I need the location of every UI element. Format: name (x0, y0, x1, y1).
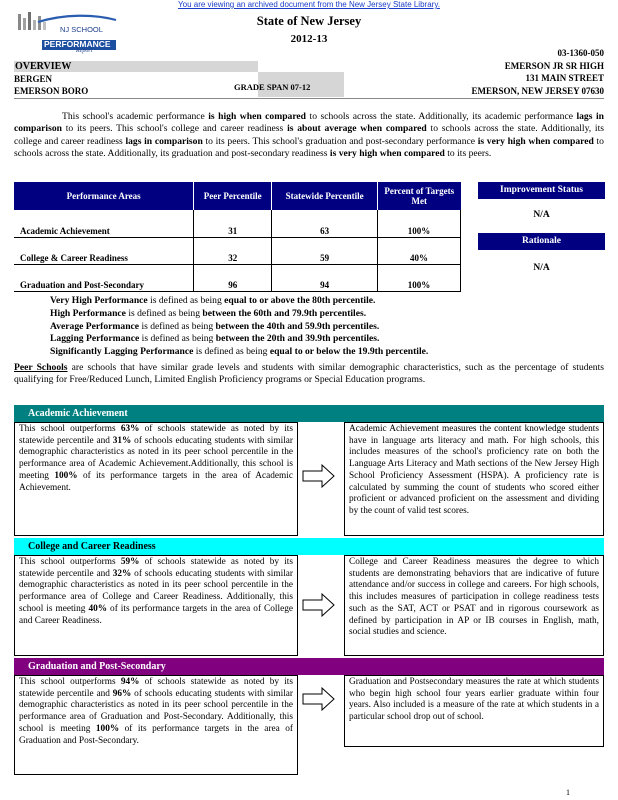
definition-line: High Performance is defined as being between the 60th and 79.9th percentiles. (50, 307, 367, 319)
section-detail-text-run: This school outperforms (19, 677, 121, 687)
peer-schools-term: Peer Schools (14, 362, 68, 373)
logo-line2: PERFORMANCE (44, 39, 111, 49)
school-city: EMERSON, NEW JERSEY 07630 (471, 86, 604, 96)
performance-table (14, 182, 461, 292)
grade-span: GRADE SPAN 07-12 (234, 82, 311, 92)
section-detail-text-run: 59% (120, 557, 140, 567)
section-detail-text-run: of schools statewide as noted by its statewide percentile and (19, 424, 293, 446)
rationale-value: N/A (533, 263, 550, 273)
section-detail-text-run: of its performance targets in the area of Academic Achievement. (19, 470, 293, 493)
summary-text-run: is very high when compared (477, 135, 594, 147)
row-state: 63 (272, 210, 378, 237)
page-title: State of New Jersey (256, 14, 362, 28)
section-detail-text-run: of schools statewide as noted by its statewide percentile and (19, 557, 293, 579)
summary-text-run: lags in comparison (14, 111, 604, 135)
summary-text-run: to schools across the state. Additionally, its graduation and post-secondary readiness (14, 135, 604, 159)
row-state: 59 (272, 237, 378, 264)
summary-text-run: is high when compared (208, 111, 307, 122)
section-detail-text-run: of schools educating students with similar demographic characteristics as noted in its peer school percentile in the performance area of Academic Achievement.Additionally, this school is meeting (19, 435, 294, 481)
section-detail-text-run: 96% (112, 688, 132, 699)
section-header-graduation-post-secondary: Graduation and Post-Secondary (14, 658, 604, 675)
row-targets: 100% (378, 264, 461, 291)
improvement-status-value: N/A (533, 210, 550, 220)
school-year: 2012-13 (290, 33, 328, 45)
definition-line: Average Performance is defined as being between the 40th and 59.9th percentiles. (50, 320, 380, 332)
logo-line3: Report (76, 48, 93, 54)
section-detail-text-run: of schools educating students with similar demographic characteristics as noted in its peer school percentile in the performance area of Graduation and Post-Secondary. Additionally, this school is meeting (19, 688, 294, 734)
table-header-row (14, 182, 461, 210)
section-detail-text-run: 100% (54, 470, 78, 481)
header-divider (14, 98, 604, 99)
row-area: College & Career Readiness (14, 237, 194, 264)
section-detail-text-run: 100% (95, 723, 120, 734)
rationale-header: Rationale (478, 233, 605, 250)
summary-text-run: lags in comparison (125, 135, 203, 147)
archive-banner-link[interactable]: You are viewing an archived document from the New Jersey State Library. (178, 0, 440, 9)
college-career-readiness-description: College and Career Readiness measures the degree to which students are demonstrating behaviors that are indicative of future attendance and/or success in college and careers. For high schools, this includes measures of participation in college readiness tests such as the SAT, ACT or PSAT and in rigorous coursework as defined by participation in AP or IB courses in English, math, social studies and science. (344, 555, 604, 656)
right-arrow-icon (302, 463, 336, 489)
row-peer: 96 (194, 264, 272, 291)
improvement-status-header: Improvement Status (478, 182, 605, 199)
graduation-post-secondary-description: Graduation and Postsecondary measures the rate at which students who begin high school four years earlier graduate within four years. Also included is a measure of the rate at which students in a particular school drop out of school. (344, 675, 604, 747)
logo-line1: NJ SCHOOL (60, 25, 103, 34)
section-detail-text-run: of schools statewide as noted by its statewide percentile and (19, 677, 293, 699)
section-detail-text-run: 63% (120, 424, 140, 434)
row-targets: 100% (378, 210, 461, 237)
section-detail-text-run: 94% (120, 677, 140, 687)
right-arrow-icon (302, 686, 336, 712)
section-detail-text-run: This school outperforms (19, 557, 121, 567)
definition-line: Very High Performance is defined as being equal to or above the 80th percentile. (50, 295, 376, 306)
col-performance-areas: Performance Areas (14, 182, 194, 210)
summary-paragraph (14, 111, 604, 160)
row-area: Graduation and Post-Secondary (14, 264, 194, 291)
summary-text-run: to schools across the state. Additionally, its academic performance (306, 111, 577, 122)
section-detail-text-run: 31% (112, 435, 132, 446)
section-header-academic-achievement: Academic Achievement (14, 405, 604, 422)
summary-text-run: to its peers. (444, 147, 492, 159)
school-street: 131 MAIN STREET (525, 73, 604, 83)
col-peer-percentile: Peer Percentile (194, 182, 272, 210)
row-area: Academic Achievement (14, 210, 194, 237)
section-detail-text-run: of schools educating students with similar demographic characteristics as noted in its peer school percentile in the performance area of College and Career Readiness. Additionally, this school is meeting (19, 568, 294, 614)
row-peer: 32 (194, 237, 272, 264)
peer-schools-note (14, 362, 604, 387)
table-row (14, 264, 461, 291)
table-row (14, 237, 461, 264)
table-row (14, 210, 461, 237)
school-code: 03-1360-050 (557, 48, 604, 58)
academic-achievement-description: Academic Achievement measures the content knowledge students have in language arts literacy and math. For high schools, this includes measures of the school's proficiency rate on both the Language Arts Literacy and Math sections of the New Jersey High School Proficiency Assessment (HSPA). A proficiency rate is calculated by summing the count of students who scored either proficient or advanced proficient on the assessment and dividing by the count of valid test scores. (344, 422, 604, 536)
col-statewide-percentile: Statewide Percentile (272, 182, 378, 210)
performance-definitions (50, 295, 428, 359)
summary-text-run: is very high when compared (329, 147, 445, 159)
section-label: OVERVIEW (15, 61, 72, 72)
county-name: BERGEN (14, 74, 53, 84)
row-peer: 31 (194, 210, 272, 237)
definition-line: Significantly Lagging Performance is defined as being equal to or below the 19.9th percentile. (50, 346, 429, 358)
section-detail-text-run: of its performance targets in the area of Graduation and Post-Secondary. (19, 723, 293, 746)
college-career-readiness-detail (14, 555, 298, 656)
section-detail-text-run: 32% (112, 568, 132, 579)
school-name: EMERSON JR SR HIGH (504, 61, 604, 71)
page-number: 1 (566, 788, 570, 797)
row-state: 94 (272, 264, 378, 291)
section-header-college-career-readiness: College and Career Readiness (14, 538, 604, 555)
definition-line: Lagging Performance is defined as being between the 20th and 39.9th percentiles. (50, 333, 380, 345)
academic-achievement-detail (14, 422, 298, 536)
section-detail-text-run: of its performance targets in the area of College and Career Readiness. (19, 603, 293, 626)
section-detail-text-run: 40% (88, 603, 108, 614)
graduation-post-secondary-detail (14, 675, 298, 775)
district-name: EMERSON BORO (14, 86, 89, 96)
summary-text-run: This school's academic performance (62, 111, 209, 122)
summary-text-run: to its peers. This school's college and career readiness (61, 123, 288, 135)
peer-schools-text: are schools that have similar grade levels and students with similar demographic characteristics, such as the percentage of students qualifying for Free/Reduced Lunch, Limited English Proficiency programs or Special Education programs. (14, 362, 604, 386)
col-targets-met: Percent of Targets Met (378, 182, 461, 210)
row-targets: 40% (378, 237, 461, 264)
summary-text-run: to its peers. This school's graduation and post-secondary performance (202, 135, 478, 147)
section-detail-text-run: This school outperforms (19, 424, 121, 434)
summary-text-run: is about average when compared (287, 123, 427, 135)
summary-text-run: to schools across the state. Additionally, its college and career readiness (14, 123, 604, 147)
right-arrow-icon (302, 592, 336, 618)
